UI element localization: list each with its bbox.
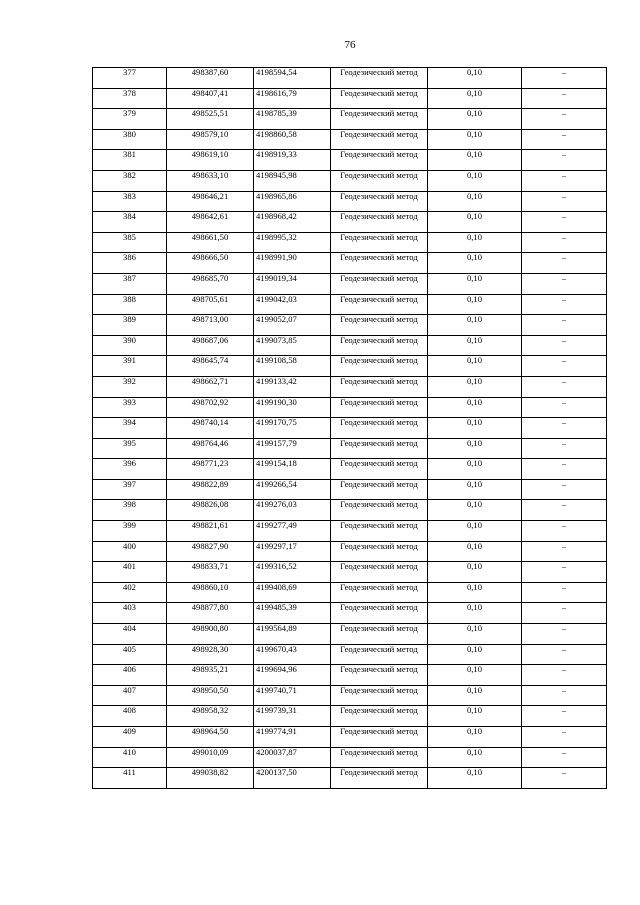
- note-cell: –: [522, 212, 607, 233]
- y-coordinate-cell: 4199316,52: [254, 562, 331, 583]
- y-coordinate-cell: 4199073,85: [254, 335, 331, 356]
- accuracy-cell: 0,10: [428, 397, 522, 418]
- x-coordinate-cell: 498646,21: [167, 191, 254, 212]
- note-cell: –: [522, 129, 607, 150]
- table-row: [93, 335, 607, 356]
- table-row: [93, 727, 607, 748]
- x-coordinate-cell: 498662,71: [167, 376, 254, 397]
- point-number-cell: 379: [93, 109, 167, 130]
- table-row: [93, 706, 607, 727]
- note-cell: –: [522, 170, 607, 191]
- accuracy-cell: 0,10: [428, 376, 522, 397]
- accuracy-cell: 0,10: [428, 459, 522, 480]
- note-cell: –: [522, 685, 607, 706]
- accuracy-cell: 0,10: [428, 273, 522, 294]
- point-number-cell: 384: [93, 212, 167, 233]
- note-cell: –: [522, 273, 607, 294]
- method-cell: Геодезический метод: [331, 665, 428, 686]
- table-row: [93, 191, 607, 212]
- method-cell: Геодезический метод: [331, 88, 428, 109]
- accuracy-cell: 0,10: [428, 129, 522, 150]
- x-coordinate-cell: 498827,90: [167, 541, 254, 562]
- table-row: [93, 479, 607, 500]
- accuracy-cell: 0,10: [428, 109, 522, 130]
- accuracy-cell: 0,10: [428, 68, 522, 89]
- point-number-cell: 396: [93, 459, 167, 480]
- method-cell: Геодезический метод: [331, 747, 428, 768]
- table-row: [93, 624, 607, 645]
- accuracy-cell: 0,10: [428, 232, 522, 253]
- x-coordinate-cell: 498633,10: [167, 170, 254, 191]
- x-coordinate-cell: 498642,61: [167, 212, 254, 233]
- y-coordinate-cell: 4200137,50: [254, 768, 331, 789]
- x-coordinate-cell: 499010,09: [167, 747, 254, 768]
- point-number-cell: 387: [93, 273, 167, 294]
- x-coordinate-cell: 498387,60: [167, 68, 254, 89]
- point-number-cell: 378: [93, 88, 167, 109]
- point-number-cell: 405: [93, 644, 167, 665]
- note-cell: –: [522, 397, 607, 418]
- point-number-cell: 402: [93, 582, 167, 603]
- point-number-cell: 380: [93, 129, 167, 150]
- y-coordinate-cell: 4198995,32: [254, 232, 331, 253]
- table-row: [93, 376, 607, 397]
- table-row: [93, 603, 607, 624]
- y-coordinate-cell: 4198860,58: [254, 129, 331, 150]
- method-cell: Геодезический метод: [331, 500, 428, 521]
- point-number-cell: 389: [93, 315, 167, 336]
- y-coordinate-cell: 4199277,49: [254, 521, 331, 542]
- method-cell: Геодезический метод: [331, 768, 428, 789]
- y-coordinate-cell: 4198785,39: [254, 109, 331, 130]
- note-cell: –: [522, 459, 607, 480]
- accuracy-cell: 0,10: [428, 582, 522, 603]
- y-coordinate-cell: 4199670,43: [254, 644, 331, 665]
- x-coordinate-cell: 499038,82: [167, 768, 254, 789]
- accuracy-cell: 0,10: [428, 335, 522, 356]
- note-cell: –: [522, 768, 607, 789]
- y-coordinate-cell: 4199108,58: [254, 356, 331, 377]
- table-row: [93, 253, 607, 274]
- x-coordinate-cell: 498666,50: [167, 253, 254, 274]
- table-row: [93, 397, 607, 418]
- y-coordinate-cell: 4198968,42: [254, 212, 331, 233]
- y-coordinate-cell: 4199157,79: [254, 438, 331, 459]
- note-cell: –: [522, 706, 607, 727]
- y-coordinate-cell: 4198594,54: [254, 68, 331, 89]
- point-number-cell: 401: [93, 562, 167, 583]
- x-coordinate-cell: 498771,23: [167, 459, 254, 480]
- x-coordinate-cell: 498687,06: [167, 335, 254, 356]
- note-cell: –: [522, 521, 607, 542]
- x-coordinate-cell: 498579,10: [167, 129, 254, 150]
- y-coordinate-cell: 4198919,33: [254, 150, 331, 171]
- x-coordinate-cell: 498928,30: [167, 644, 254, 665]
- table-row: [93, 459, 607, 480]
- table-row: [93, 562, 607, 583]
- note-cell: –: [522, 624, 607, 645]
- point-number-cell: 410: [93, 747, 167, 768]
- x-coordinate-cell: 498822,89: [167, 479, 254, 500]
- method-cell: Геодезический метод: [331, 294, 428, 315]
- table-row: [93, 150, 607, 171]
- point-number-cell: 383: [93, 191, 167, 212]
- note-cell: –: [522, 356, 607, 377]
- accuracy-cell: 0,10: [428, 315, 522, 336]
- method-cell: Геодезический метод: [331, 273, 428, 294]
- method-cell: Геодезический метод: [331, 232, 428, 253]
- x-coordinate-cell: 498713,00: [167, 315, 254, 336]
- point-number-cell: 400: [93, 541, 167, 562]
- x-coordinate-cell: 498821,61: [167, 521, 254, 542]
- point-number-cell: 398: [93, 500, 167, 521]
- table-row: [93, 68, 607, 89]
- method-cell: Геодезический метод: [331, 685, 428, 706]
- note-cell: –: [522, 603, 607, 624]
- y-coordinate-cell: 4199019,34: [254, 273, 331, 294]
- y-coordinate-cell: 4199774,91: [254, 727, 331, 748]
- accuracy-cell: 0,10: [428, 603, 522, 624]
- accuracy-cell: 0,10: [428, 294, 522, 315]
- note-cell: –: [522, 582, 607, 603]
- method-cell: Геодезический метод: [331, 603, 428, 624]
- y-coordinate-cell: 4199485,39: [254, 603, 331, 624]
- method-cell: Геодезический метод: [331, 644, 428, 665]
- method-cell: Геодезический метод: [331, 706, 428, 727]
- point-number-cell: 395: [93, 438, 167, 459]
- point-number-cell: 397: [93, 479, 167, 500]
- note-cell: –: [522, 438, 607, 459]
- y-coordinate-cell: 4198945,98: [254, 170, 331, 191]
- accuracy-cell: 0,10: [428, 356, 522, 377]
- method-cell: Геодезический метод: [331, 541, 428, 562]
- point-number-cell: 382: [93, 170, 167, 191]
- note-cell: –: [522, 376, 607, 397]
- table-row: [93, 438, 607, 459]
- point-number-cell: 386: [93, 253, 167, 274]
- method-cell: Геодезический метод: [331, 562, 428, 583]
- accuracy-cell: 0,10: [428, 521, 522, 542]
- table-row: [93, 88, 607, 109]
- accuracy-cell: 0,10: [428, 191, 522, 212]
- note-cell: –: [522, 294, 607, 315]
- note-cell: –: [522, 562, 607, 583]
- method-cell: Геодезический метод: [331, 521, 428, 542]
- x-coordinate-cell: 498661,50: [167, 232, 254, 253]
- note-cell: –: [522, 747, 607, 768]
- note-cell: –: [522, 418, 607, 439]
- coordinates-table: [92, 67, 607, 789]
- x-coordinate-cell: 498685,70: [167, 273, 254, 294]
- table-row: [93, 665, 607, 686]
- y-coordinate-cell: 4198965,86: [254, 191, 331, 212]
- y-coordinate-cell: 4199740,71: [254, 685, 331, 706]
- y-coordinate-cell: 4199266,54: [254, 479, 331, 500]
- x-coordinate-cell: 498877,80: [167, 603, 254, 624]
- x-coordinate-cell: 498740,14: [167, 418, 254, 439]
- point-number-cell: 408: [93, 706, 167, 727]
- table-row: [93, 356, 607, 377]
- table-row: [93, 109, 607, 130]
- y-coordinate-cell: 4199694,96: [254, 665, 331, 686]
- point-number-cell: 381: [93, 150, 167, 171]
- note-cell: –: [522, 500, 607, 521]
- method-cell: Геодезический метод: [331, 727, 428, 748]
- x-coordinate-cell: 498702,92: [167, 397, 254, 418]
- table-row: [93, 273, 607, 294]
- y-coordinate-cell: 4199276,03: [254, 500, 331, 521]
- note-cell: –: [522, 253, 607, 274]
- accuracy-cell: 0,10: [428, 438, 522, 459]
- method-cell: Геодезический метод: [331, 315, 428, 336]
- coordinates-table-body: [93, 68, 607, 789]
- method-cell: Геодезический метод: [331, 68, 428, 89]
- table-row: [93, 582, 607, 603]
- table-row: [93, 418, 607, 439]
- method-cell: Геодезический метод: [331, 479, 428, 500]
- accuracy-cell: 0,10: [428, 665, 522, 686]
- accuracy-cell: 0,10: [428, 727, 522, 748]
- x-coordinate-cell: 498705,61: [167, 294, 254, 315]
- note-cell: –: [522, 644, 607, 665]
- x-coordinate-cell: 498525,51: [167, 109, 254, 130]
- note-cell: –: [522, 68, 607, 89]
- table-row: [93, 500, 607, 521]
- table-row: [93, 212, 607, 233]
- point-number-cell: 393: [93, 397, 167, 418]
- point-number-cell: 385: [93, 232, 167, 253]
- y-coordinate-cell: 4199564,89: [254, 624, 331, 645]
- method-cell: Геодезический метод: [331, 170, 428, 191]
- method-cell: Геодезический метод: [331, 129, 428, 150]
- x-coordinate-cell: 498764,46: [167, 438, 254, 459]
- x-coordinate-cell: 498964,50: [167, 727, 254, 748]
- point-number-cell: 403: [93, 603, 167, 624]
- method-cell: Геодезический метод: [331, 109, 428, 130]
- method-cell: Геодезический метод: [331, 150, 428, 171]
- point-number-cell: 407: [93, 685, 167, 706]
- y-coordinate-cell: 4199154,18: [254, 459, 331, 480]
- table-row: [93, 768, 607, 789]
- accuracy-cell: 0,10: [428, 562, 522, 583]
- note-cell: –: [522, 109, 607, 130]
- note-cell: –: [522, 479, 607, 500]
- y-coordinate-cell: 4199042,03: [254, 294, 331, 315]
- method-cell: Геодезический метод: [331, 438, 428, 459]
- x-coordinate-cell: 498958,32: [167, 706, 254, 727]
- accuracy-cell: 0,10: [428, 253, 522, 274]
- accuracy-cell: 0,10: [428, 624, 522, 645]
- point-number-cell: 391: [93, 356, 167, 377]
- x-coordinate-cell: 498826,08: [167, 500, 254, 521]
- x-coordinate-cell: 498950,50: [167, 685, 254, 706]
- method-cell: Геодезический метод: [331, 624, 428, 645]
- y-coordinate-cell: 4199408,69: [254, 582, 331, 603]
- y-coordinate-cell: 4199133,42: [254, 376, 331, 397]
- accuracy-cell: 0,10: [428, 644, 522, 665]
- accuracy-cell: 0,10: [428, 479, 522, 500]
- y-coordinate-cell: 4199052,07: [254, 315, 331, 336]
- note-cell: –: [522, 150, 607, 171]
- note-cell: –: [522, 315, 607, 336]
- method-cell: Геодезический метод: [331, 418, 428, 439]
- y-coordinate-cell: 4199739,31: [254, 706, 331, 727]
- y-coordinate-cell: 4200037,87: [254, 747, 331, 768]
- accuracy-cell: 0,10: [428, 541, 522, 562]
- page-number: 76: [344, 39, 356, 51]
- note-cell: –: [522, 665, 607, 686]
- x-coordinate-cell: 498833,71: [167, 562, 254, 583]
- note-cell: –: [522, 88, 607, 109]
- y-coordinate-cell: 4199297,17: [254, 541, 331, 562]
- point-number-cell: 406: [93, 665, 167, 686]
- y-coordinate-cell: 4199170,75: [254, 418, 331, 439]
- accuracy-cell: 0,10: [428, 747, 522, 768]
- note-cell: –: [522, 335, 607, 356]
- accuracy-cell: 0,10: [428, 170, 522, 191]
- point-number-cell: 409: [93, 727, 167, 748]
- x-coordinate-cell: 498900,80: [167, 624, 254, 645]
- x-coordinate-cell: 498407,41: [167, 88, 254, 109]
- x-coordinate-cell: 498645,74: [167, 356, 254, 377]
- point-number-cell: 404: [93, 624, 167, 645]
- accuracy-cell: 0,10: [428, 212, 522, 233]
- method-cell: Геодезический метод: [331, 253, 428, 274]
- x-coordinate-cell: 498619,10: [167, 150, 254, 171]
- note-cell: –: [522, 541, 607, 562]
- table-row: [93, 232, 607, 253]
- method-cell: Геодезический метод: [331, 582, 428, 603]
- table-row: [93, 294, 607, 315]
- table-row: [93, 644, 607, 665]
- accuracy-cell: 0,10: [428, 685, 522, 706]
- method-cell: Геодезический метод: [331, 212, 428, 233]
- y-coordinate-cell: 4198991,90: [254, 253, 331, 274]
- method-cell: Геодезический метод: [331, 376, 428, 397]
- table-row: [93, 685, 607, 706]
- table-row: [93, 170, 607, 191]
- method-cell: Геодезический метод: [331, 356, 428, 377]
- y-coordinate-cell: 4198616,79: [254, 88, 331, 109]
- accuracy-cell: 0,10: [428, 768, 522, 789]
- point-number-cell: 392: [93, 376, 167, 397]
- note-cell: –: [522, 232, 607, 253]
- method-cell: Геодезический метод: [331, 191, 428, 212]
- table-row: [93, 521, 607, 542]
- method-cell: Геодезический метод: [331, 335, 428, 356]
- point-number-cell: 399: [93, 521, 167, 542]
- accuracy-cell: 0,10: [428, 150, 522, 171]
- point-number-cell: 394: [93, 418, 167, 439]
- table-row: [93, 747, 607, 768]
- table-row: [93, 129, 607, 150]
- table-row: [93, 541, 607, 562]
- point-number-cell: 390: [93, 335, 167, 356]
- note-cell: –: [522, 191, 607, 212]
- method-cell: Геодезический метод: [331, 459, 428, 480]
- accuracy-cell: 0,10: [428, 418, 522, 439]
- accuracy-cell: 0,10: [428, 500, 522, 521]
- accuracy-cell: 0,10: [428, 88, 522, 109]
- point-number-cell: 388: [93, 294, 167, 315]
- note-cell: –: [522, 727, 607, 748]
- x-coordinate-cell: 498860,10: [167, 582, 254, 603]
- table-row: [93, 315, 607, 336]
- point-number-cell: 377: [93, 68, 167, 89]
- y-coordinate-cell: 4199190,30: [254, 397, 331, 418]
- x-coordinate-cell: 498935,21: [167, 665, 254, 686]
- accuracy-cell: 0,10: [428, 706, 522, 727]
- method-cell: Геодезический метод: [331, 397, 428, 418]
- point-number-cell: 411: [93, 768, 167, 789]
